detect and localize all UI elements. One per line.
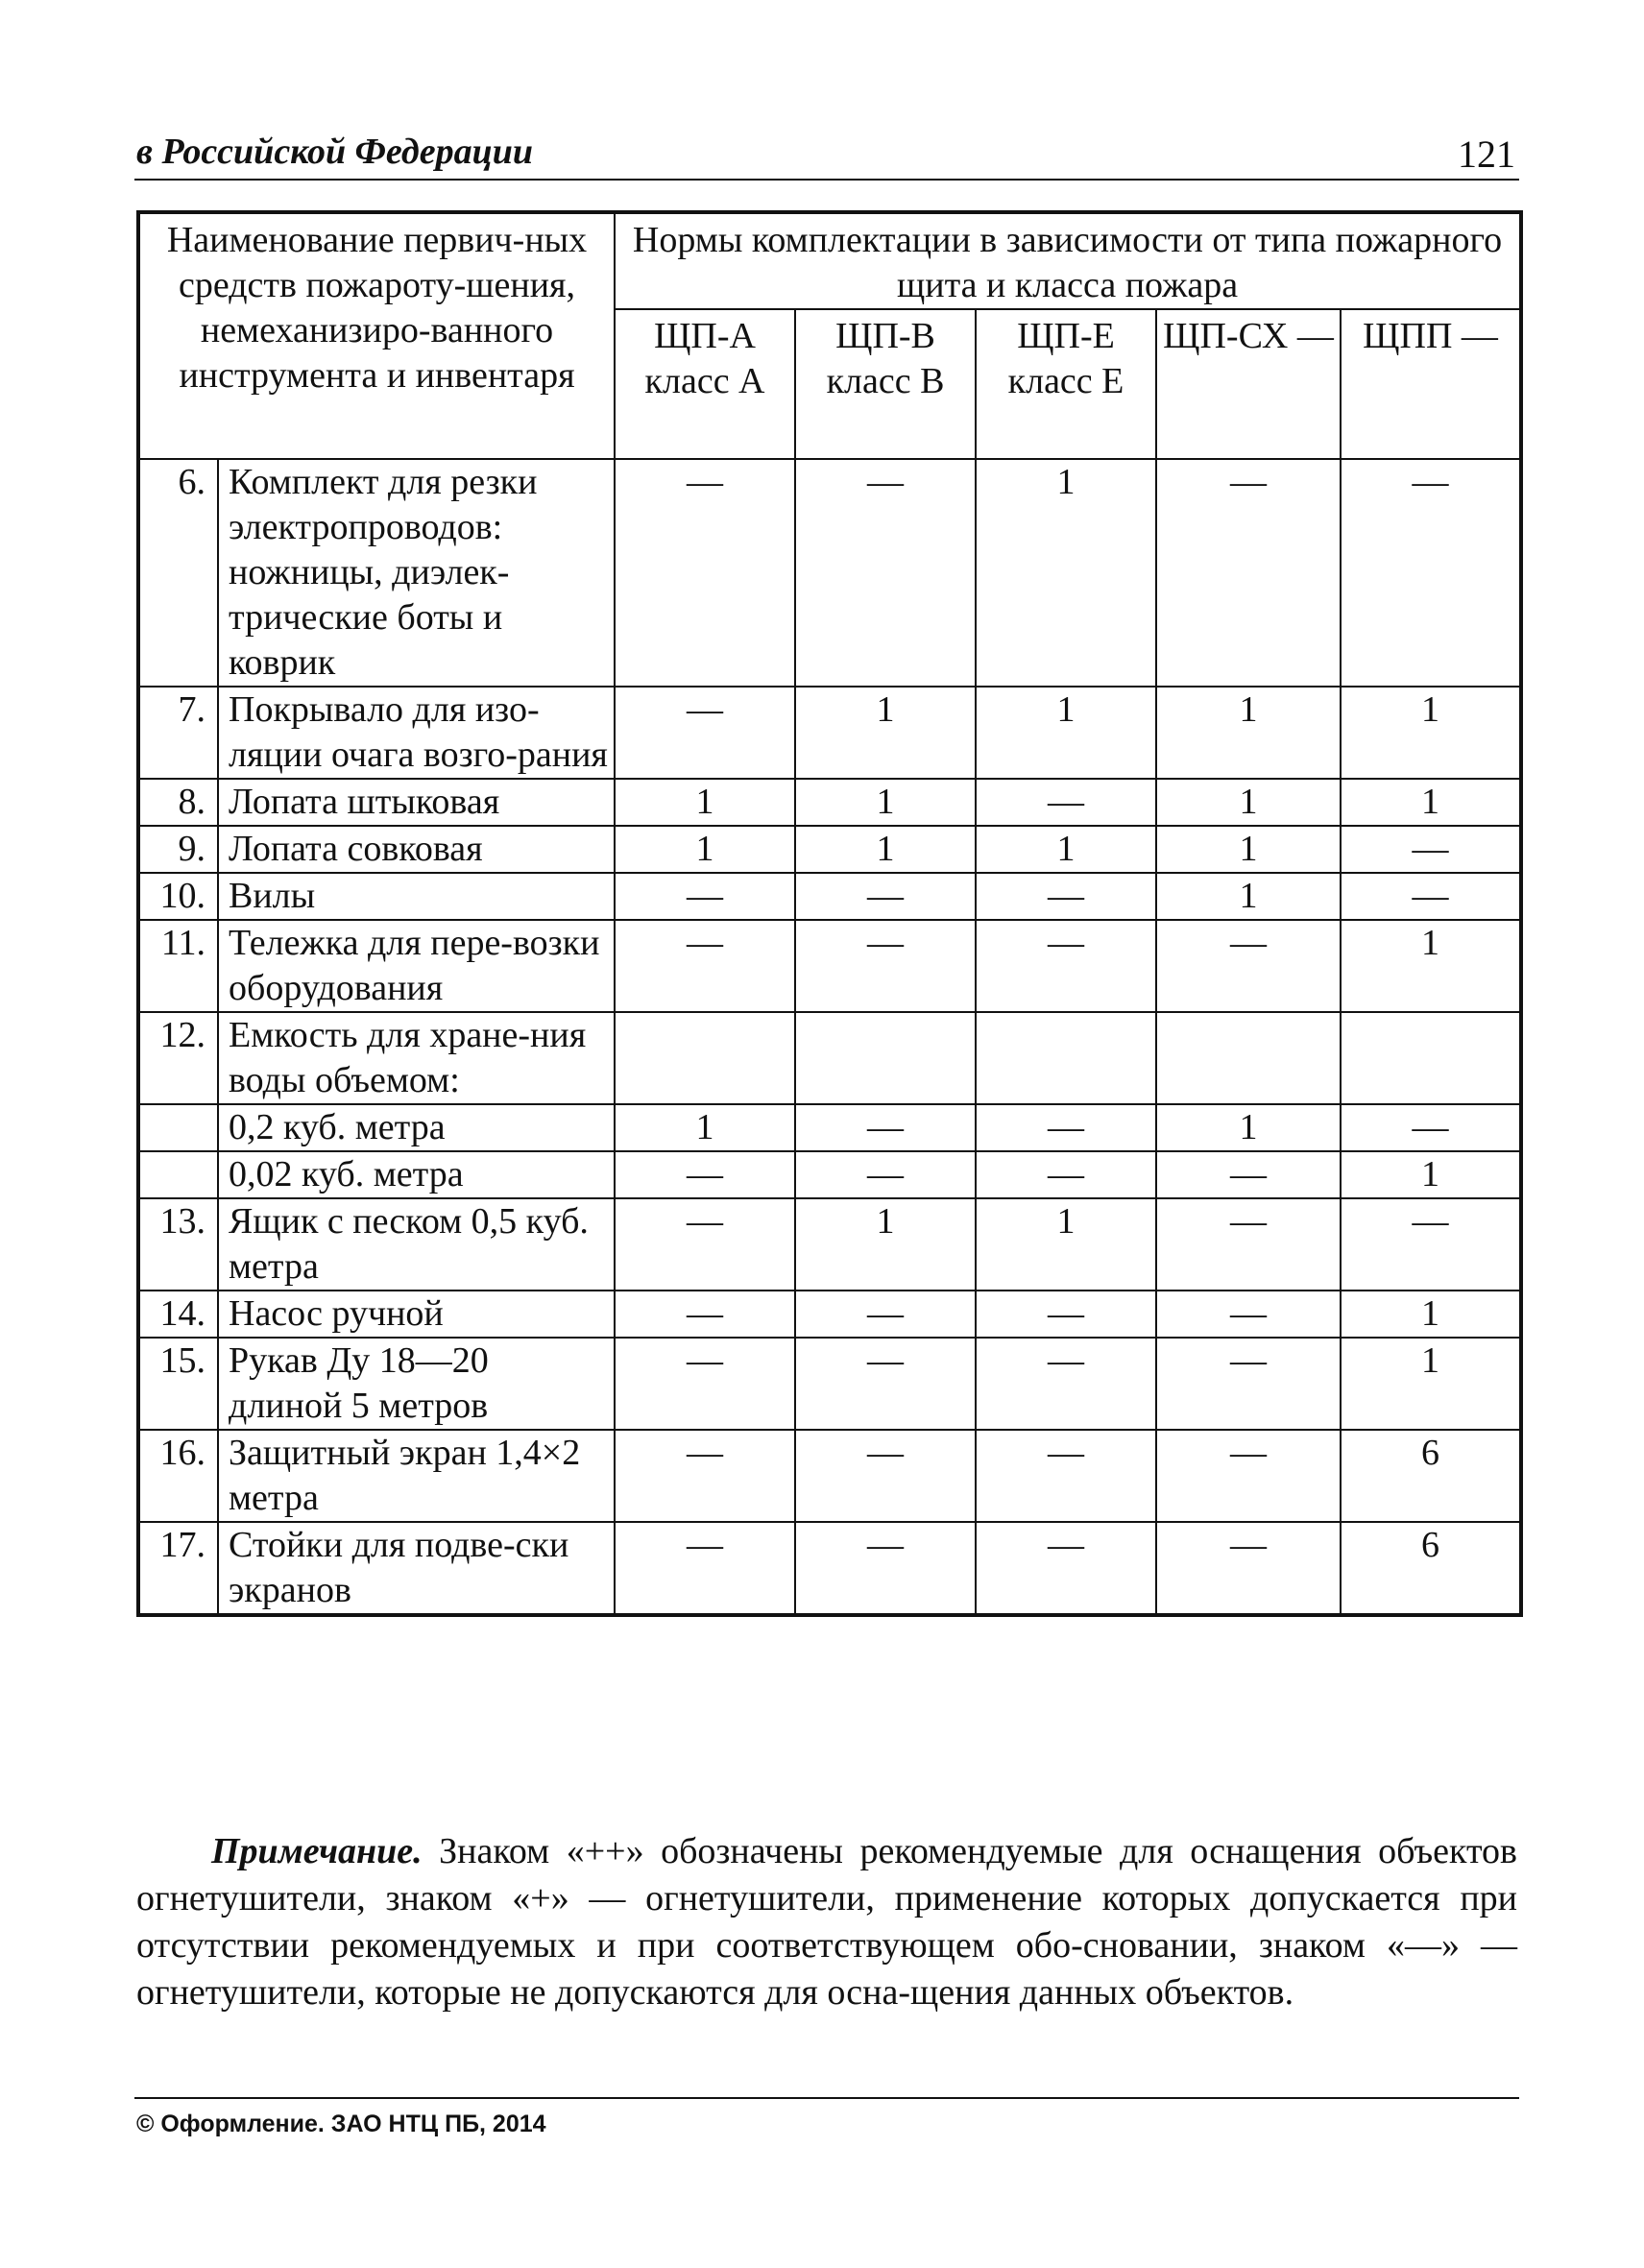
item-name: Насос ручной — [218, 1291, 615, 1338]
norm-value: 1 — [976, 826, 1156, 873]
norm-value: 1 — [1341, 1338, 1521, 1430]
table-header-row — [138, 212, 1521, 309]
norm-value: — — [1156, 1151, 1341, 1198]
table-row — [138, 1338, 1521, 1430]
norm-value: — — [795, 1104, 976, 1151]
item-name: Лопата штыковая — [218, 779, 615, 826]
norm-value — [1156, 1012, 1341, 1104]
norm-value: — — [615, 873, 795, 920]
running-title: в Российской Федерации — [136, 132, 533, 172]
row-number: 17. — [138, 1522, 218, 1615]
norm-value: — — [615, 1291, 795, 1338]
norm-value: — — [795, 920, 976, 1012]
norm-value: 1 — [1341, 920, 1521, 1012]
norm-value: 1 — [1156, 826, 1341, 873]
norm-value: 1 — [1341, 779, 1521, 826]
norm-value: — — [976, 873, 1156, 920]
copyright-footer: © Оформление. ЗАО НТЦ ПБ, 2014 — [136, 2111, 546, 2137]
norm-value: 1 — [795, 826, 976, 873]
running-head — [134, 131, 1519, 181]
norm-value: — — [795, 873, 976, 920]
norm-value: — — [976, 779, 1156, 826]
norm-value: — — [976, 1151, 1156, 1198]
norm-value: — — [615, 1522, 795, 1615]
item-name: Тележка для пере-возки оборудования — [218, 920, 615, 1012]
note-text: Знаком «++» обозначены рекомендуемые для оснащения объектов огнетушители, знаком «+» — огнетушители, применение которых допускается при отсутствии рекомендуемых и при соответствующем обо-сновании, знаком «—» — огнетушители, которые не допускаются для осна-щения данных объектов. — [136, 1831, 1517, 2013]
norm-value: 1 — [1156, 1104, 1341, 1151]
norm-value: 1 — [976, 1198, 1156, 1291]
norm-value: 6 — [1341, 1522, 1521, 1615]
norm-value: — — [1156, 1291, 1341, 1338]
norm-value: — — [976, 920, 1156, 1012]
page-number: 121 — [1458, 133, 1515, 176]
item-name: 0,2 куб. метра — [218, 1104, 615, 1151]
name-column-header: Наименование первич-ных средств пожароту-шения, немеханизиро-ванного инструмента и инвентаря — [138, 212, 615, 459]
norm-value: — — [1341, 826, 1521, 873]
norm-value: — — [615, 1430, 795, 1522]
item-name: Покрывало для изо-ляции очага возго-рания — [218, 687, 615, 779]
norm-value: 1 — [615, 826, 795, 873]
norm-value: 1 — [1341, 1151, 1521, 1198]
table-row — [138, 1291, 1521, 1338]
norm-value: 1 — [615, 779, 795, 826]
table-row — [138, 779, 1521, 826]
norm-value: — — [615, 1198, 795, 1291]
table-row — [138, 1151, 1521, 1198]
norm-value — [1341, 1012, 1521, 1104]
norm-value: — — [976, 1291, 1156, 1338]
table-row — [138, 1522, 1521, 1615]
table-row — [138, 920, 1521, 1012]
table-row — [138, 1104, 1521, 1151]
norm-value: — — [795, 459, 976, 687]
norm-value: 1 — [795, 1198, 976, 1291]
table-row — [138, 1012, 1521, 1104]
norm-value: 1 — [1156, 779, 1341, 826]
norms-group-header: Нормы комплектации в зависимости от типа пожарного щита и класса пожара — [615, 212, 1521, 309]
row-number: 15. — [138, 1338, 218, 1430]
norm-value — [615, 1012, 795, 1104]
row-number: 14. — [138, 1291, 218, 1338]
norm-value — [976, 1012, 1156, 1104]
item-name: Стойки для подве-ски экранов — [218, 1522, 615, 1615]
norm-value: — — [1156, 1338, 1341, 1430]
item-name: Комплект для резки электропроводов: ножницы, диэлек-трические боты и коврик — [218, 459, 615, 687]
norm-value: — — [615, 920, 795, 1012]
norm-value: 1 — [976, 687, 1156, 779]
item-name: Лопата совковая — [218, 826, 615, 873]
norm-value: — — [615, 459, 795, 687]
column-header: ЩПП — — [1341, 309, 1521, 459]
note-label: Примечание. — [211, 1831, 423, 1871]
norm-value: — — [615, 1338, 795, 1430]
norm-value: 1 — [1156, 873, 1341, 920]
item-name: Защитный экран 1,4×2 метра — [218, 1430, 615, 1522]
norm-value: — — [615, 687, 795, 779]
norm-value: — — [1156, 459, 1341, 687]
item-name: Рукав Ду 18—20 длиной 5 метров — [218, 1338, 615, 1430]
row-number: 9. — [138, 826, 218, 873]
column-header: ЩП-А класс А — [615, 309, 795, 459]
row-number: 10. — [138, 873, 218, 920]
norms-table — [136, 210, 1523, 1617]
norm-value: — — [1156, 1430, 1341, 1522]
note-paragraph — [136, 1828, 1517, 2016]
norm-value: — — [976, 1430, 1156, 1522]
norm-value: 1 — [795, 779, 976, 826]
column-header: ЩП-СХ — — [1156, 309, 1341, 459]
norm-value: — — [1156, 920, 1341, 1012]
norm-value: 1 — [976, 459, 1156, 687]
column-header: ЩП-Е класс Е — [976, 309, 1156, 459]
table-row — [138, 826, 1521, 873]
norm-value: 1 — [795, 687, 976, 779]
norm-value: — — [615, 1151, 795, 1198]
row-number: 16. — [138, 1430, 218, 1522]
column-header: ЩП-В класс В — [795, 309, 976, 459]
row-number — [138, 1104, 218, 1151]
norm-value: 1 — [615, 1104, 795, 1151]
norm-value: — — [1156, 1522, 1341, 1615]
norm-value — [795, 1012, 976, 1104]
item-name: 0,02 куб. метра — [218, 1151, 615, 1198]
norm-value: — — [1341, 1198, 1521, 1291]
norm-value: — — [976, 1104, 1156, 1151]
table-row — [138, 459, 1521, 687]
norm-value: — — [795, 1291, 976, 1338]
norm-value: — — [1341, 459, 1521, 687]
norm-value: 1 — [1156, 687, 1341, 779]
item-name: Вилы — [218, 873, 615, 920]
norm-value: — — [976, 1338, 1156, 1430]
item-name: Емкость для хране-ния воды объемом: — [218, 1012, 615, 1104]
norm-value: 1 — [1341, 687, 1521, 779]
row-number: 8. — [138, 779, 218, 826]
footer-divider — [134, 2097, 1519, 2099]
table-row — [138, 1198, 1521, 1291]
row-number: 6. — [138, 459, 218, 687]
row-number: 12. — [138, 1012, 218, 1104]
norm-value: — — [1341, 873, 1521, 920]
norm-value: — — [795, 1430, 976, 1522]
row-number: 13. — [138, 1198, 218, 1291]
norm-value: — — [795, 1522, 976, 1615]
table-row — [138, 1430, 1521, 1522]
norm-value: — — [1156, 1198, 1341, 1291]
norm-value: — — [976, 1522, 1156, 1615]
row-number: 11. — [138, 920, 218, 1012]
table-row — [138, 687, 1521, 779]
table-row — [138, 873, 1521, 920]
norm-value: — — [795, 1151, 976, 1198]
row-number: 7. — [138, 687, 218, 779]
norm-value: 1 — [1341, 1291, 1521, 1338]
norm-value: — — [795, 1338, 976, 1430]
item-name: Ящик с песком 0,5 куб. метра — [218, 1198, 615, 1291]
row-number — [138, 1151, 218, 1198]
norm-value: — — [1341, 1104, 1521, 1151]
norm-value: 6 — [1341, 1430, 1521, 1522]
